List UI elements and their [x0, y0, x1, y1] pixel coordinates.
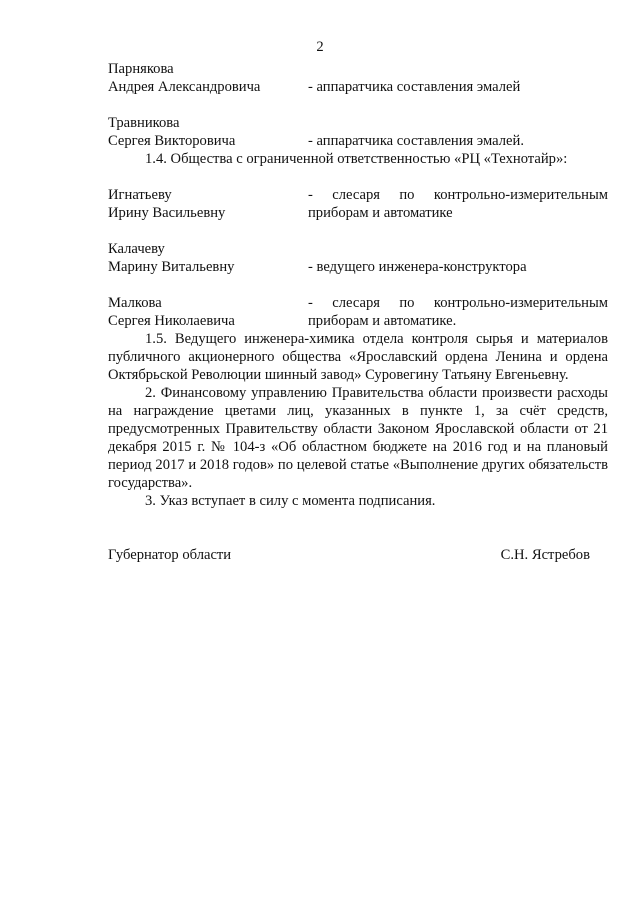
entry-name: Сергея Викторовича — [108, 133, 236, 149]
entry-role: - аппаратчика составления эмалей. — [308, 133, 524, 149]
entry-role: - слесаря по контрольно-измерительным — [308, 187, 608, 203]
award-entry — [108, 114, 608, 150]
award-entry — [108, 60, 608, 96]
signatory-position: Губернатор области — [108, 547, 232, 563]
award-entry — [108, 240, 608, 276]
award-entry — [108, 186, 608, 222]
award-entry — [108, 294, 608, 330]
entry-name: Андрея Александровича — [108, 79, 261, 95]
entry-name: Ирину Васильевну — [108, 205, 226, 221]
entry-role: - слесаря по контрольно-измерительным — [308, 295, 608, 311]
entry-surname: Травникова — [108, 115, 180, 131]
page-number: 2 — [316, 39, 324, 55]
section-heading-1-4: 1.4. Общества с ограниченной ответственностью «РЦ «Технотайр»: — [145, 151, 568, 167]
entry-surname: Парнякова — [108, 61, 174, 77]
entry-role-continued: приборам и автоматике — [308, 205, 453, 221]
signatory-name: С.Н. Ястребов — [500, 547, 590, 563]
entry-surname: Игнатьеву — [108, 187, 172, 203]
document-body — [108, 60, 608, 510]
entry-name: Сергея Николаевича — [108, 313, 235, 329]
entry-surname: Калачеву — [108, 241, 165, 257]
entry-role-continued: приборам и автоматике. — [308, 313, 457, 329]
signature-block — [108, 546, 590, 564]
paragraph-3: 3. Указ вступает в силу с момента подписания. — [145, 493, 436, 509]
entry-surname: Малкова — [108, 295, 162, 311]
paragraph-2: 2. Финансовому управлению Правительства области произвести расходы на награждение цветами лиц, указанных в пункте 1, за счёт средств, предусмотренных Правительству области Законом Ярославской области от 21 декабря 2015 г. № 104-з «Об областном бюджете на 2016 год и на плановый период 2017 и 2018 годов» по целевой статье «Выполнение других обязательств государства». — [108, 385, 608, 491]
paragraph-1-5: 1.5. Ведущего инженера-химика отдела контроля сырья и материалов публичного акционерного общества «Ярославский ордена Ленина и ордена Октябрьской Революции шинный завод» Суровегину Татьяну Евгеньевну. — [108, 331, 608, 383]
entry-name: Марину Витальевну — [108, 259, 235, 275]
entry-role: - ведущего инженера-конструктора — [308, 259, 527, 275]
entry-role: - аппаратчика составления эмалей — [308, 79, 521, 95]
